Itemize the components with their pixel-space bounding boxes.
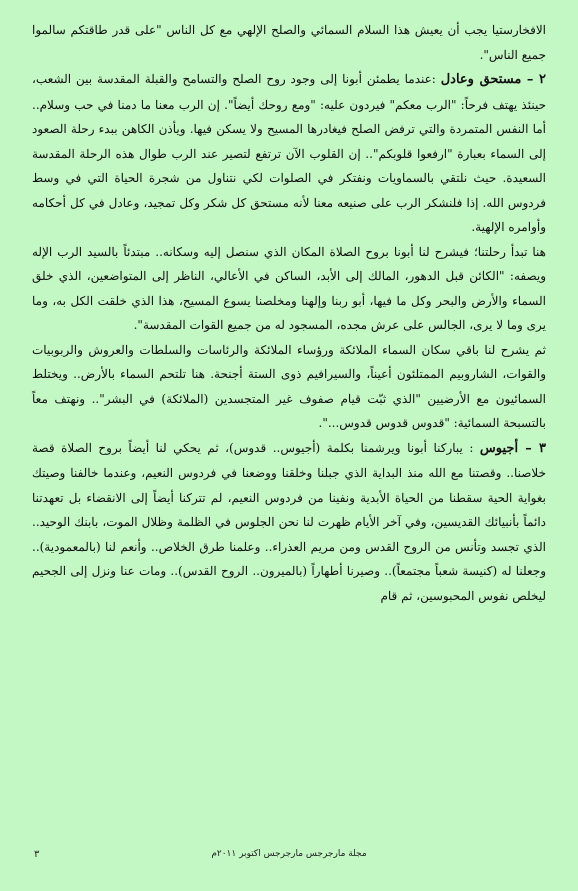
section-heading-2: ٢ – مستحق وعادل	[440, 72, 546, 87]
page-number: ٣	[34, 849, 40, 860]
paragraph-1	[32, 18, 546, 67]
paragraph-2-text: :عندما يطمئن أبونا إلى وجود روح الصلح والتسامح والقبلة المقدسة بين الشعب، حينئذ يهتف فرحاً: "الرب معكم" فيردون عليه: "ومع روحك أيضاً". إن الرب معنا ما دمنا في حب وسلام.. أما النفس المتمردة والتي ترفض الصلح فيغادرها المسيح ولا يسكن فيها. ويأذن الكاهن ببدء رحلة الصعود إلى السماء بعبارة "ارفعوا قلوبكم".. إن القلوب الآن ترتفع لتصير عند الرب طوال هذه الرحلة المقدسة السعيدة. حيث نلتقي بالسماويات ونفتكر في الصلوات لكي نتناول من شجرة الحياة التي في وسط فردوس الله. إذا فلنشكر الرب على صنيعه معنا لأنه مستحق كل شكر وكل تمجيد، وعادل في كل أحكامه وأوامره الإلهية.	[32, 72, 546, 234]
footer-journal-title: مجلة مارجرجس مارجرجس اكتوبر ٢٠١١م	[211, 849, 367, 859]
paragraph-2	[32, 67, 546, 240]
paragraph-4-text: ثم يشرح لنا باقي سكان السماء الملائكة ورؤساء الملائكة والرئاسات والسلطات والعروش والربوبيات والقوات، الشاروبيم الممتلئون أعيناً، والسيرافيم ذوى الستة أجنحة. هنا تلتحم السماء بالأرض.. ويختلط السمائيون مع الأرضيين "الذي ثبّت قيام صفوف غير المتجسدين (الملائكة) في البشر".. ونهتف معاً بالتسبحة السمائية: "قدوس قدوس قدوس...".	[32, 342, 546, 430]
paragraph-5-text: : يباركنا أبونا ويرشمنا بكلمة (أجيوس.. قدوس)، ثم يحكي لنا أيضاً بروح الصلاة قصة خلاصنا.. وقصتنا مع الله منذ البداية الذي جبلنا وخلقنا ووضعنا في فردوس النعيم، وعندما خالفنا وصيتك بغواية الحية سقطنا من الحياة الأبدية ونفينا من فردوس النعيم، لم تتركنا أيضاً إلى الانقضاء بل تعهدتنا دائماً بأنبيائك القديسين، وفي آخر الأيام ظهرت لنا نحن الجلوس في الظلمة وظلال الموت، بابنك الوحيد.. الذي تجسد وتأنس من الروح القدس ومن مريم العذراء.. وعلمنا طرق الخلاص.. وأنعم لنا (بالمعمودية).. وجعلنا له (كنيسة شعباً مجتمعاً).. وصيرنا أطهاراً (بالميرون.. الروح القدس).. ومات عنا ونزل إلى الجحيم ليخلص نفوس المحبوسين، ثم قام	[32, 440, 546, 603]
section-heading-3: ٣ – أجيوس	[479, 440, 546, 456]
paragraph-5	[32, 436, 546, 609]
page-footer	[0, 849, 578, 865]
paragraph-4	[32, 338, 546, 436]
paragraph-3-text: هنا تبدأ رحلتنا؛ فيشرح لنا أبونا بروح الصلاة المكان الذي سنصل إليه وسكانه.. مبتدئاً بالسيد الرب الإله ويصفه: "الكائن قبل الدهور، المالك إلى الأبد، الساكن في الأعالي، الناظر إلى المتواضعين، الذي خلق السماء والأرض والبحر وكل ما فيها، أبو ربنا وإلهنا ومخلصنا يسوع المسيح، هذا الذي خلقت الكل به، وما يرى وما لا يرى، الجالس على عرش مجده، المسجود له من جميع القوات المقدسة".	[32, 244, 546, 332]
document-page	[32, 18, 546, 838]
paragraph-3	[32, 240, 546, 338]
paragraph-1-text: الافخارستيا يجب أن يعيش هذا السلام السمائي والصلح الإلهي مع كل الناس "على قدر طاقتكم سالموا جميع الناس".	[32, 23, 546, 62]
